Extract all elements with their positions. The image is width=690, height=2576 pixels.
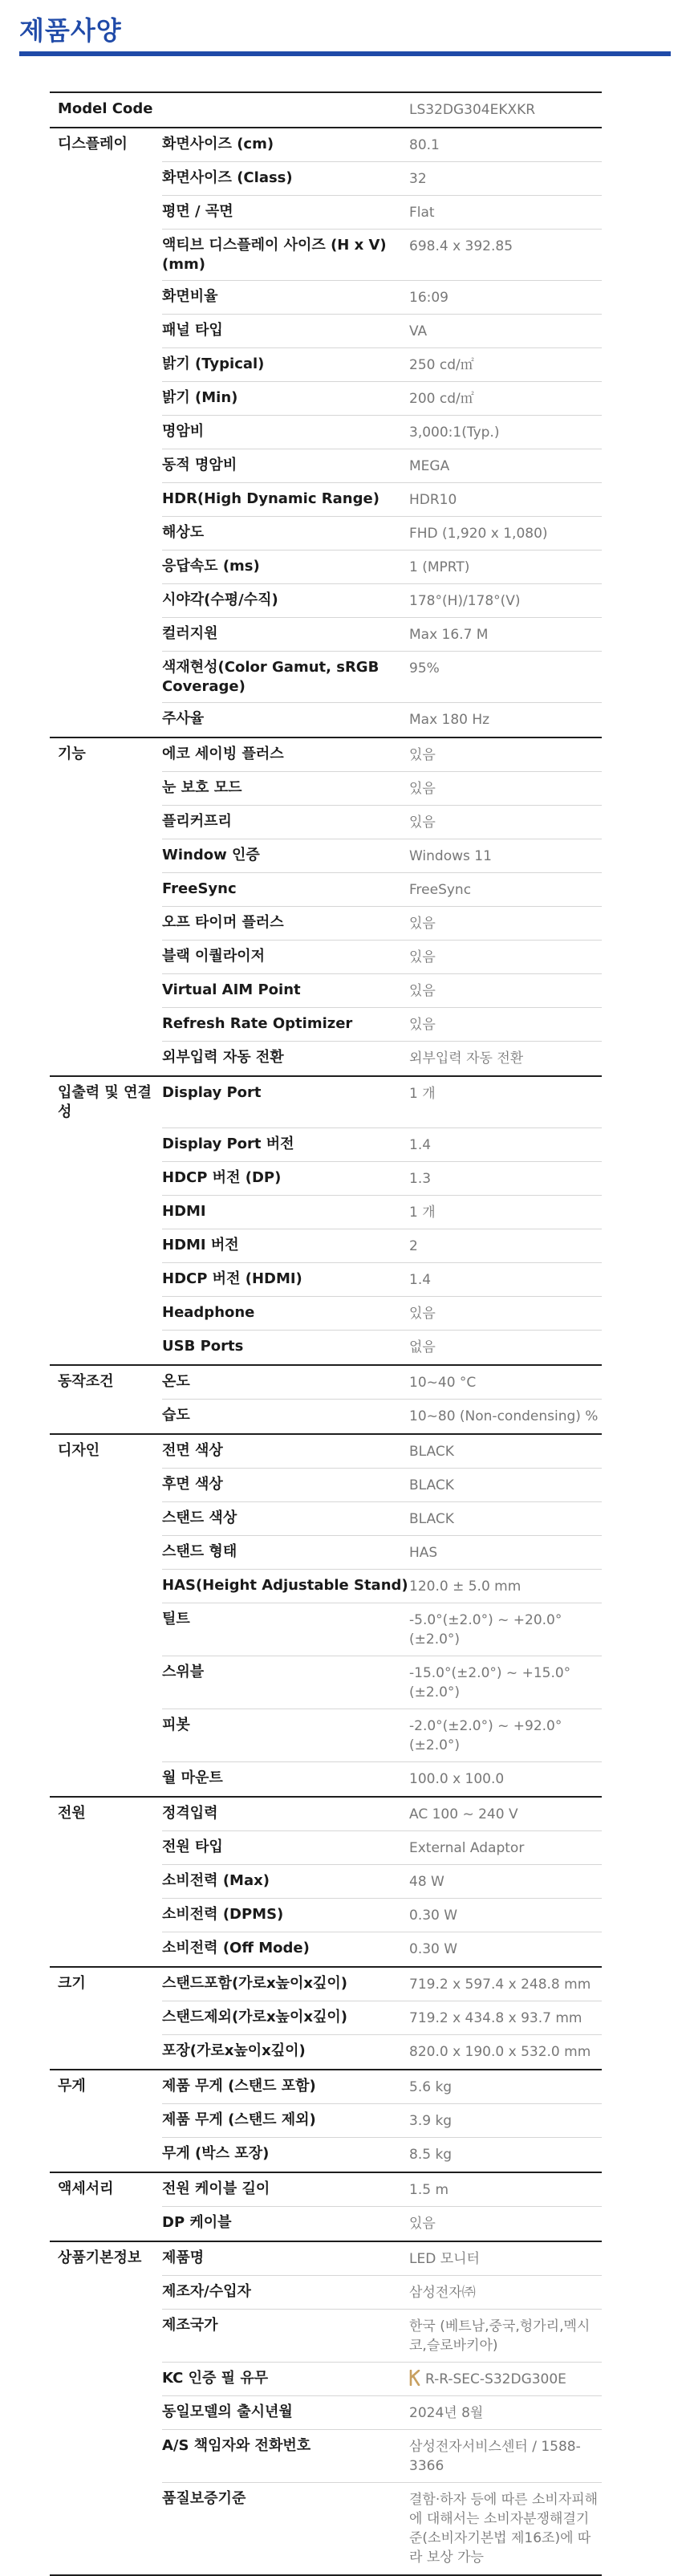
spec-label: HDCP 버전 (HDMI) — [162, 1270, 302, 1287]
spec-row — [50, 1603, 602, 1656]
category-label: 액세서리 — [58, 2180, 114, 2197]
spec-row — [50, 1570, 602, 1603]
spec-value: 1.4 — [409, 1137, 432, 1153]
spec-row — [50, 551, 602, 584]
spec-label: Headphone — [162, 1304, 255, 1321]
category-spacer — [50, 907, 162, 941]
spec-label: 주사율 — [162, 710, 205, 727]
spec-value: 95% — [409, 660, 440, 677]
spec-label: 피봇 — [162, 1717, 190, 1733]
spec-value: 10~80 (Non-condensing) % — [409, 1408, 599, 1424]
spec-row — [50, 1502, 602, 1536]
category-spacer — [50, 1709, 162, 1762]
spec-label: 무게 (박스 포장) — [162, 2145, 270, 2162]
category-spacer — [50, 1297, 162, 1331]
category-spacer — [50, 1762, 162, 1796]
spec-label: 제품 무게 (스탠드 제외) — [162, 2111, 316, 2128]
spec-label: DP 케이블 — [162, 2214, 232, 2231]
spec-label: FreeSync — [162, 880, 237, 897]
category-spacer — [50, 873, 162, 907]
spec-row — [50, 1229, 602, 1263]
spec-row — [50, 127, 602, 162]
spec-row — [50, 348, 602, 382]
spec-row — [50, 2069, 602, 2104]
category-spacer — [50, 517, 162, 551]
category-spacer — [50, 2483, 162, 2574]
category-spacer — [50, 551, 162, 584]
category-spacer — [50, 1536, 162, 1570]
spec-label: Display Port — [162, 1084, 262, 1101]
spec-row — [50, 281, 602, 315]
spec-label: 액티브 디스플레이 사이즈 (H x V) (mm) — [162, 237, 387, 273]
spec-label: 틸트 — [162, 1611, 190, 1627]
spec-row — [50, 2104, 602, 2138]
category-spacer — [50, 315, 162, 348]
spec-label: 전면 색상 — [162, 1442, 223, 1459]
category-spacer — [50, 2396, 162, 2430]
category-spacer — [50, 941, 162, 974]
category-spacer — [50, 2276, 162, 2310]
kc-mark-icon — [409, 2370, 420, 2386]
spec-value: 698.4 x 392.85 — [409, 238, 513, 254]
page-title: 제품사양 — [19, 15, 122, 46]
spec-row — [50, 382, 602, 416]
spec-value: 48 W — [409, 1874, 444, 1890]
category-spacer — [50, 483, 162, 517]
category-spacer — [50, 2035, 162, 2069]
spec-value: 250 cd/㎡ — [409, 357, 474, 373]
kc-cert-number: R-R-SEC-S32DG300E — [425, 2371, 566, 2387]
spec-value: 있음 — [409, 1017, 436, 1033]
spec-value: 있음 — [409, 916, 436, 932]
spec-label: 스탠드포함(가로x높이x깊이) — [162, 1975, 347, 1992]
spec-label: 제품명 — [162, 2249, 205, 2266]
spec-label: 소비전력 (DPMS) — [162, 1906, 284, 1923]
category-spacer — [50, 618, 162, 652]
category-label: 기능 — [58, 746, 86, 762]
spec-row — [50, 839, 602, 873]
category-spacer — [50, 1008, 162, 1042]
spec-label: 에코 세이빙 플러스 — [162, 746, 284, 762]
spec-row — [50, 1536, 602, 1570]
spec-value: 있음 — [409, 949, 436, 965]
spec-row — [50, 941, 602, 974]
spec-value: -5.0°(±2.0°) ~ +20.0°(±2.0°) — [409, 1612, 562, 1648]
spec-value: 719.2 x 597.4 x 248.8 mm — [409, 1977, 591, 1993]
spec-label: 스탠드 색상 — [162, 1509, 237, 1526]
spec-value: 있음 — [409, 781, 436, 797]
category-spacer — [50, 2310, 162, 2363]
spec-value: 있음 — [409, 983, 436, 999]
category-label: 무게 — [58, 2078, 86, 2095]
spec-value: Windows 11 — [409, 848, 492, 864]
spec-label: 정격입력 — [162, 1805, 218, 1822]
category-spacer — [50, 1469, 162, 1502]
spec-value: 120.0 ± 5.0 mm — [409, 1579, 522, 1595]
spec-row — [50, 652, 602, 703]
spec-row — [50, 1263, 602, 1297]
spec-label: 평면 / 곡면 — [162, 203, 233, 220]
spec-value: 없음 — [409, 1339, 436, 1355]
spec-value: AC 100 ~ 240 V — [409, 1806, 518, 1822]
spec-row — [50, 1656, 602, 1709]
spec-value: 178°(H)/178°(V) — [409, 593, 521, 609]
spec-value: 있음 — [409, 815, 436, 831]
spec-label: 시야각(수평/수직) — [162, 591, 278, 608]
spec-value: 1.3 — [409, 1171, 432, 1187]
spec-value: FHD (1,920 x 1,080) — [409, 526, 548, 542]
spec-row — [50, 2483, 602, 2576]
spec-value: 3,000:1(Typ.) — [409, 425, 500, 441]
spec-row — [50, 162, 602, 196]
spec-row — [50, 1796, 602, 1831]
spec-row — [50, 1331, 602, 1364]
spec-row — [50, 230, 602, 281]
category-spacer — [50, 1196, 162, 1229]
category-spacer — [50, 2104, 162, 2138]
spec-row — [50, 1297, 602, 1331]
category-spacer — [50, 1331, 162, 1364]
spec-row — [50, 2035, 602, 2069]
spec-value: 0.30 W — [409, 1941, 458, 1957]
spec-row — [50, 2276, 602, 2310]
category-spacer — [50, 772, 162, 806]
category-label: 디스플레이 — [58, 136, 128, 152]
spec-table — [50, 91, 602, 2576]
spec-row — [50, 1932, 602, 1966]
spec-value: 32 — [409, 171, 427, 187]
category-label: 상품기본정보 — [58, 2249, 142, 2266]
spec-row — [50, 2138, 602, 2172]
spec-value: 8.5 kg — [409, 2147, 453, 2163]
spec-label: 동일모델의 출시년월 — [162, 2403, 293, 2420]
spec-label: 패널 타입 — [162, 322, 223, 339]
category-label: 동작조건 — [58, 1373, 114, 1390]
spec-label: HAS(Height Adjustable Stand) — [162, 1577, 408, 1594]
spec-row — [50, 2172, 602, 2207]
category-spacer — [50, 806, 162, 839]
spec-row — [50, 806, 602, 839]
spec-row — [50, 1762, 602, 1796]
category-spacer — [50, 974, 162, 1008]
spec-label: 응답속도 (ms) — [162, 558, 260, 575]
category-spacer — [50, 2207, 162, 2241]
spec-row — [50, 1162, 602, 1196]
spec-label: 해상도 — [162, 524, 205, 541]
spec-label: 외부입력 자동 전환 — [162, 1049, 284, 1066]
category-spacer — [50, 449, 162, 483]
spec-row — [50, 2430, 602, 2483]
spec-value: 719.2 x 434.8 x 93.7 mm — [409, 2010, 582, 2026]
spec-row — [50, 703, 602, 737]
category-spacer — [50, 1570, 162, 1603]
spec-value: External Adaptor — [409, 1840, 525, 1856]
spec-label: HDR(High Dynamic Range) — [162, 490, 380, 507]
model-code-row — [50, 91, 602, 127]
spec-value: 80.1 — [409, 137, 440, 153]
category-spacer — [50, 1865, 162, 1899]
spec-value: 있음 — [409, 747, 436, 763]
spec-value: -15.0°(±2.0°) ~ +15.0°(±2.0°) — [409, 1665, 571, 1700]
spec-label: 화면사이즈 (cm) — [162, 136, 274, 152]
category-spacer — [50, 1400, 162, 1433]
spec-row — [50, 315, 602, 348]
spec-value: 3.9 kg — [409, 2113, 453, 2129]
category-spacer — [50, 1162, 162, 1196]
spec-value: 2024년 8월 — [409, 2405, 484, 2421]
spec-label: 후면 색상 — [162, 1476, 223, 1493]
spec-label: 오프 타이머 플러스 — [162, 914, 284, 931]
category-spacer — [50, 1042, 162, 1075]
spec-label: 플리커프리 — [162, 813, 232, 830]
spec-label: Display Port 버전 — [162, 1136, 294, 1152]
category-spacer — [50, 1932, 162, 1966]
spec-row — [50, 1042, 602, 1075]
spec-row — [50, 2363, 602, 2396]
spec-label: Virtual AIM Point — [162, 981, 301, 998]
spec-value: 삼성전자서비스센터 / 1588-3366 — [409, 2439, 581, 2474]
spec-row — [50, 2001, 602, 2035]
spec-label: 제조국가 — [162, 2317, 218, 2334]
spec-label: Refresh Rate Optimizer — [162, 1015, 353, 1032]
category-spacer — [50, 652, 162, 703]
category-spacer — [50, 382, 162, 416]
spec-label: 소비전력 (Off Mode) — [162, 1940, 310, 1956]
spec-value: 1.4 — [409, 1272, 432, 1288]
spec-label: 품질보증기준 — [162, 2490, 246, 2507]
spec-row — [50, 1865, 602, 1899]
spec-value: 결함·하자 등에 따른 소비자피해에 대해서는 소비자분쟁해결기준(소비자기본법 제16조)에 따라 보상 가능 — [409, 2492, 599, 2566]
spec-row — [50, 196, 602, 230]
spec-label: 화면사이즈 (Class) — [162, 169, 293, 186]
spec-row — [50, 1128, 602, 1162]
spec-row — [50, 416, 602, 449]
spec-row — [50, 1196, 602, 1229]
spec-row — [50, 737, 602, 772]
spec-row — [50, 584, 602, 618]
spec-row — [50, 1008, 602, 1042]
spec-label: 컬러지원 — [162, 625, 218, 642]
spec-row — [50, 1709, 602, 1762]
category-spacer — [50, 2001, 162, 2035]
spec-row — [50, 772, 602, 806]
category-spacer — [50, 416, 162, 449]
spec-value: 삼성전자㈜ — [409, 2285, 476, 2301]
spec-row — [50, 974, 602, 1008]
spec-value: -2.0°(±2.0°) ~ +92.0°(±2.0°) — [409, 1718, 562, 1753]
spec-label: 전원 케이블 길이 — [162, 2180, 270, 2197]
category-spacer — [50, 162, 162, 196]
spec-value: FreeSync — [409, 882, 472, 898]
spec-label: 전원 타입 — [162, 1839, 223, 1855]
spec-row — [50, 1469, 602, 1502]
spec-label: 월 마운트 — [162, 1769, 223, 1786]
spec-label: A/S 책임자와 전화번호 — [162, 2437, 311, 2454]
spec-value: 200 cd/㎡ — [409, 391, 474, 407]
spec-value: 16:09 — [409, 290, 448, 306]
spec-row — [50, 517, 602, 551]
spec-value: BLACK — [409, 1477, 454, 1493]
spec-value: Max 180 Hz — [409, 712, 490, 728]
spec-label: 색재현성(Color Gamut, sRGB Coverage) — [162, 659, 380, 695]
spec-value: 100.0 x 100.0 — [409, 1771, 505, 1787]
category-spacer — [50, 703, 162, 737]
spec-row — [50, 1831, 602, 1865]
category-spacer — [50, 584, 162, 618]
spec-label: KC 인증 필 유무 — [162, 2370, 269, 2387]
spec-row — [50, 483, 602, 517]
spec-row — [50, 2310, 602, 2363]
spec-row — [50, 618, 602, 652]
category-spacer — [50, 281, 162, 315]
spec-label: 밝기 (Typical) — [162, 356, 265, 372]
category-spacer — [50, 196, 162, 230]
category-label: 입출력 및 연결성 — [58, 1084, 152, 1120]
spec-label: 습도 — [162, 1407, 190, 1424]
category-spacer — [50, 1263, 162, 1297]
spec-row — [50, 1966, 602, 2001]
spec-value: 있음 — [409, 1306, 436, 1322]
spec-label: 블랙 이퀄라이저 — [162, 948, 265, 965]
spec-value: MEGA — [409, 458, 450, 474]
category-spacer — [50, 348, 162, 382]
spec-row — [50, 907, 602, 941]
spec-value: LED 모니터 — [409, 2251, 480, 2267]
spec-label: HDMI — [162, 1203, 206, 1220]
spec-value: 0.30 W — [409, 1908, 458, 1924]
spec-label: HDCP 버전 (DP) — [162, 1169, 282, 1186]
category-label: 전원 — [58, 1805, 86, 1822]
spec-value: Max 16.7 M — [409, 627, 489, 643]
spec-value: BLACK — [409, 1444, 454, 1460]
spec-row — [50, 2396, 602, 2430]
spec-value: BLACK — [409, 1511, 454, 1527]
category-spacer — [50, 1603, 162, 1656]
spec-row — [50, 2207, 602, 2241]
spec-label: 화면비율 — [162, 288, 218, 305]
spec-label: 포장(가로x높이x깊이) — [162, 2042, 306, 2059]
spec-value: 820.0 x 190.0 x 532.0 mm — [409, 2044, 591, 2060]
spec-label: 밝기 (Min) — [162, 389, 238, 406]
spec-label: 동적 명암비 — [162, 457, 237, 473]
category-spacer — [50, 2430, 162, 2483]
spec-value: 1 개 — [409, 1086, 436, 1102]
spec-row — [50, 1364, 602, 1400]
spec-value: Flat — [409, 205, 435, 221]
spec-row — [50, 1433, 602, 1469]
spec-row — [50, 1400, 602, 1433]
spec-label: HDMI 버전 — [162, 1237, 239, 1253]
spec-value: 10~40 °C — [409, 1375, 477, 1391]
category-spacer — [50, 839, 162, 873]
spec-row — [50, 873, 602, 907]
spec-label: Window 인증 — [162, 847, 260, 863]
spec-label: 제조자/수입자 — [162, 2283, 251, 2300]
category-spacer — [50, 1502, 162, 1536]
spec-value: VA — [409, 323, 428, 339]
category-spacer — [50, 2138, 162, 2172]
spec-label: 스탠드제외(가로x높이x깊이) — [162, 2009, 347, 2025]
spec-value: 1 (MPRT) — [409, 559, 470, 575]
spec-value: 있음 — [409, 2216, 436, 2232]
category-spacer — [50, 1128, 162, 1162]
spec-value: 5.6 kg — [409, 2079, 453, 2095]
category-spacer — [50, 230, 162, 281]
spec-value: HAS — [409, 1545, 438, 1561]
spec-row — [50, 2241, 602, 2276]
category-spacer — [50, 1229, 162, 1263]
category-spacer — [50, 1656, 162, 1709]
spec-value: 외부입력 자동 전환 — [409, 1050, 524, 1067]
category-spacer — [50, 1899, 162, 1932]
spec-value: 2 — [409, 1238, 418, 1254]
spec-value: 한국 (베트남,중국,헝가리,멕시코,슬로바키아) — [409, 2318, 591, 2354]
spec-label: 명암비 — [162, 423, 205, 440]
spec-value — [409, 2363, 602, 2396]
category-label: 크기 — [58, 1975, 86, 1992]
title-underline — [19, 51, 671, 56]
spec-label: 스탠드 형태 — [162, 1543, 237, 1560]
category-spacer — [50, 1831, 162, 1865]
category-spacer — [50, 2363, 162, 2396]
category-label: 디자인 — [58, 1442, 100, 1459]
spec-label: 소비전력 (Max) — [162, 1872, 270, 1889]
spec-label: 온도 — [162, 1373, 190, 1390]
spec-row — [50, 1899, 602, 1932]
spec-label: USB Ports — [162, 1338, 244, 1355]
model-code-value: LS32DG304EKXKR — [409, 102, 536, 118]
spec-value: 1.5 m — [409, 2182, 448, 2198]
spec-label: 스위블 — [162, 1664, 205, 1680]
spec-value: 1 개 — [409, 1205, 436, 1221]
model-code-label: Model Code — [58, 100, 153, 117]
spec-label: 눈 보호 모드 — [162, 779, 242, 796]
spec-label: 제품 무게 (스탠드 포함) — [162, 2078, 316, 2095]
spec-value: HDR10 — [409, 492, 457, 508]
spec-row — [50, 449, 602, 483]
spec-row — [50, 1075, 602, 1128]
